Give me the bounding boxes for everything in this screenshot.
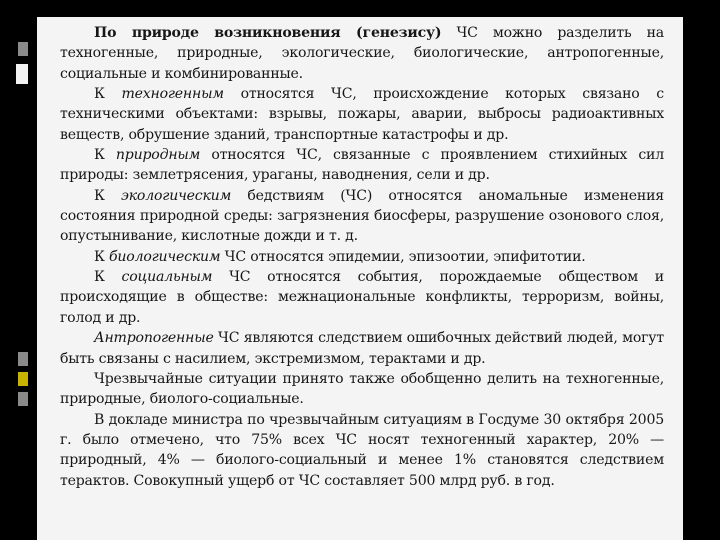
italic-term: биологическим bbox=[109, 248, 221, 265]
decorative-bar-grey bbox=[18, 42, 28, 56]
text-run: В докладе министра по чрезвычайным ситуациям в Госдуме 30 октября 2005 г. было отмечено, что 75% всех ЧС носят техногенный характер, 20% — природный, 4% — биолого-социальный и менее 1% становятся следствием терактов. Совокупный ущерб от ЧС составляет 500 млрд руб. в год. bbox=[60, 411, 664, 489]
text-run: К bbox=[94, 86, 122, 103]
text-run: относятся ЧС, связанные с проявлением стихийных сил природы: землетрясения, ураганы, наводнения, сели и др. bbox=[60, 147, 664, 184]
text-run: К bbox=[94, 248, 109, 265]
paragraph bbox=[60, 84, 664, 145]
decorative-bar-white bbox=[16, 64, 28, 84]
text-run: относятся ЧС, происхождение которых связано с техническими объектами: взрывы, пожары, аварии, выбросы радиоактивных веществ, обрушение зданий, транспортные катастрофы и др. bbox=[60, 86, 664, 143]
bold-text: По природе возникновения (генезису) bbox=[94, 25, 442, 41]
scanned-page bbox=[37, 17, 683, 540]
italic-term: природным bbox=[115, 147, 201, 164]
text-run: ЧС являются следствием ошибочных действий людей, могут быть связаны с насилием, экстремизмом, терактами и др. bbox=[60, 330, 664, 367]
text-run: К bbox=[94, 269, 122, 286]
italic-term: техногенным bbox=[121, 86, 224, 103]
text-run: ЧС относятся события, порождаемые обществом и происходящие в обществе: межнациональные конфликты, терроризм, войны, голод и др. bbox=[60, 269, 664, 326]
italic-term: Антропогенные bbox=[94, 330, 214, 347]
decorative-bar-grey bbox=[18, 392, 28, 406]
paragraph bbox=[60, 410, 664, 491]
document-body bbox=[60, 17, 664, 491]
text-run: К bbox=[94, 147, 116, 164]
paragraph bbox=[60, 247, 664, 267]
decorative-bar-yellow bbox=[18, 372, 28, 386]
text-run: Чрезвычайные ситуации принято также обобщенно делить на техногенные, природные, биолого-социальные. bbox=[60, 370, 664, 408]
paragraph bbox=[60, 328, 664, 369]
paragraph bbox=[60, 145, 664, 186]
italic-term: социальным bbox=[121, 269, 213, 286]
text-run: К bbox=[94, 187, 122, 204]
paragraph bbox=[60, 267, 664, 328]
paragraph bbox=[60, 23, 664, 84]
italic-term: экологическим bbox=[121, 187, 232, 204]
text-run: бедствиям (ЧС) относятся аномальные изменения состояния природной среды: загрязнения биосферы, разрушение озонового слоя, опустынивание, кислотные дожди и т. д. bbox=[60, 187, 664, 245]
text-run: ЧС можно разделить на техногенные, природные, экологические, биологические, антропогенные, социальные и комбинированные. bbox=[60, 25, 665, 82]
decorative-bar-grey bbox=[18, 352, 28, 366]
paragraph bbox=[60, 186, 664, 247]
paragraph bbox=[60, 369, 664, 410]
text-run: ЧС относятся эпидемии, эпизоотии, эпифитотии. bbox=[220, 248, 586, 265]
